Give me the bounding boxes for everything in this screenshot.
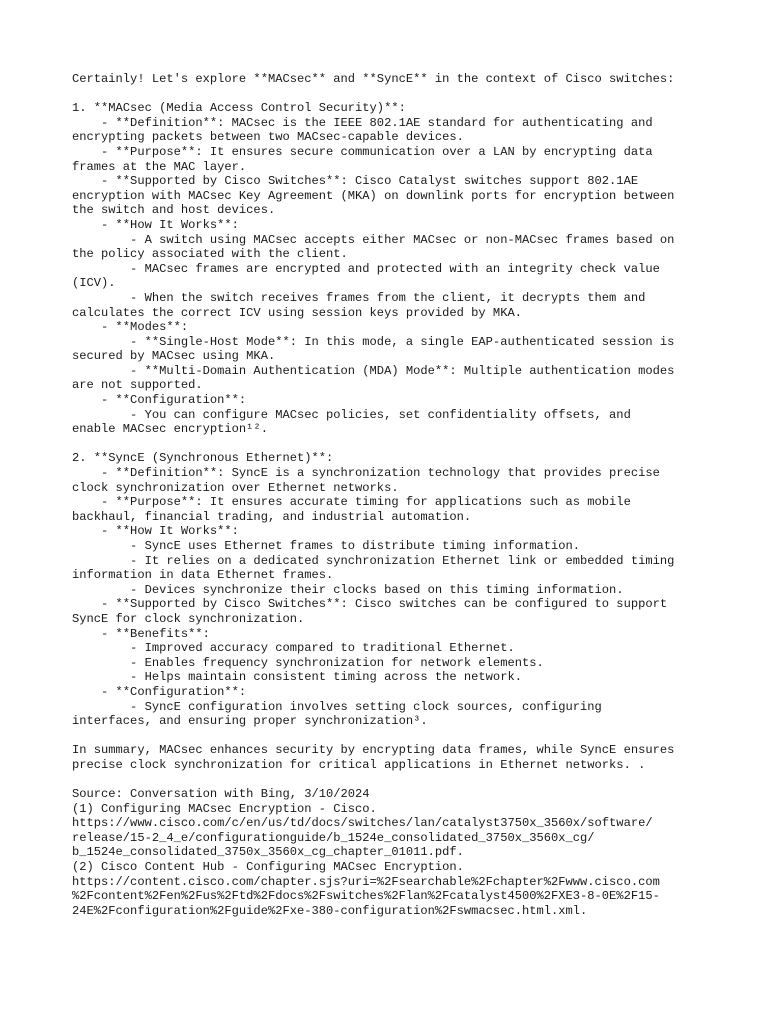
blank-line: [72, 773, 702, 788]
text-line: In summary, MACsec enhances security by encrypting data frames, while SyncE ensures: [72, 743, 675, 758]
text-line: https://content.cisco.com/chapter.sjs?uri=%2Fsearchable%2Fchapter%2Fwww.cisco.com: [72, 874, 660, 889]
text-line: the policy associated with the client.: [72, 247, 348, 262]
text-line: %2Fcontent%2Fen%2Fus%2Ftd%2Fdocs%2Fswitches%2Flan%2Fcatalyst4500%2FXE3-8-0E%2F15-: [72, 889, 660, 904]
text-line: - **Purpose**: It ensures secure communication over a LAN by encrypting data: [72, 144, 653, 159]
text-line: frames at the MAC layer.: [72, 159, 247, 174]
text-line: interfaces, and ensuring proper synchronization³.: [72, 714, 428, 729]
text-line: - **How It Works**:: [72, 524, 239, 539]
text-line: - **Single-Host Mode**: In this mode, a single EAP-authenticated session is: [72, 334, 675, 349]
document-body: [72, 72, 702, 918]
text-line: SyncE for clock synchronization.: [72, 611, 305, 626]
text-line: - A switch using MACsec accepts either MACsec or non-MACsec frames based on: [72, 232, 675, 247]
text-line: - You can configure MACsec policies, set confidentiality offsets, and: [72, 407, 631, 422]
text-line: - **Configuration**:: [72, 684, 247, 699]
text-line: - **Purpose**: It ensures accurate timing for applications such as mobile: [72, 495, 631, 510]
text-line: - When the switch receives frames from the client, it decrypts them and: [72, 290, 646, 305]
text-line: calculates the correct ICV using session keys provided by MKA.: [72, 305, 522, 320]
blank-line: [72, 729, 702, 744]
text-line: - It relies on a dedicated synchronization Ethernet link or embedded timing: [72, 553, 675, 568]
text-line: (1) Configuring MACsec Encryption - Cisco.: [72, 801, 377, 816]
text-line: (2) Cisco Content Hub - Configuring MACsec Encryption.: [72, 860, 464, 875]
text-line: - **Definition**: MACsec is the IEEE 802.1AE standard for authenticating and: [72, 115, 653, 130]
text-line: - **How It Works**:: [72, 217, 239, 232]
text-line: - **Modes**:: [72, 320, 189, 335]
text-line: b_1524e_consolidated_3750x_3560x_cg_chapter_01011.pdf.: [72, 845, 464, 860]
text-line: 24E%2Fconfiguration%2Fguide%2Fxe-380-configuration%2Fswmacsec.html.xml.: [72, 903, 588, 918]
text-line: - MACsec frames are encrypted and protected with an integrity check value: [72, 261, 660, 276]
text-line: information in data Ethernet frames.: [72, 568, 334, 583]
text-line: (ICV).: [72, 276, 116, 291]
text-line: enable MACsec encryption¹².: [72, 422, 268, 437]
text-line: backhaul, financial trading, and industrial automation.: [72, 509, 472, 524]
blank-line: [72, 87, 702, 102]
text-line: - **Multi-Domain Authentication (MDA) Mode**: Multiple authentication modes: [72, 363, 675, 378]
text-line: 1. **MACsec (Media Access Control Security)**:: [72, 101, 406, 116]
text-line: - **Supported by Cisco Switches**: Cisco switches can be configured to support: [72, 597, 668, 612]
text-line: - **Definition**: SyncE is a synchronization technology that provides precise: [72, 466, 660, 481]
text-line: - **Benefits**:: [72, 626, 210, 641]
text-line: - Helps maintain consistent timing across the network.: [72, 670, 522, 685]
text-line: - Enables frequency synchronization for network elements.: [72, 655, 544, 670]
text-line: - Improved accuracy compared to traditional Ethernet.: [72, 641, 515, 656]
text-line: are not supported.: [72, 378, 203, 393]
text-line: - **Configuration**:: [72, 393, 247, 408]
text-line: - Devices synchronize their clocks based on this timing information.: [72, 582, 624, 597]
text-line: precise clock synchronization for critical applications in Ethernet networks. .: [72, 757, 646, 772]
text-line: secured by MACsec using MKA.: [72, 349, 276, 364]
text-line: clock synchronization over Ethernet networks.: [72, 480, 399, 495]
text-line: encryption with MACsec Key Agreement (MKA) on downlink ports for encryption between: [72, 188, 675, 203]
text-line: encrypting packets between two MACsec-capable devices.: [72, 130, 464, 145]
blank-line: [72, 437, 702, 452]
text-line: Source: Conversation with Bing, 3/10/2024: [72, 787, 370, 802]
text-line: 2. **SyncE (Synchronous Ethernet)**:: [72, 451, 334, 466]
text-line: Certainly! Let's explore **MACsec** and **SyncE** in the context of Cisco switches:: [72, 72, 675, 86]
text-line: - SyncE configuration involves setting clock sources, configuring: [72, 699, 602, 714]
text-line: release/15-2_4_e/configurationguide/b_1524e_consolidated_3750x_3560x_cg/: [72, 830, 595, 845]
text-line: - **Supported by Cisco Switches**: Cisco Catalyst switches support 802.1AE: [72, 174, 639, 189]
text-line: https://www.cisco.com/c/en/us/td/docs/switches/lan/catalyst3750x_3560x/software/: [72, 816, 653, 831]
text-line: the switch and host devices.: [72, 203, 276, 218]
text-line: - SyncE uses Ethernet frames to distribute timing information.: [72, 539, 581, 553]
